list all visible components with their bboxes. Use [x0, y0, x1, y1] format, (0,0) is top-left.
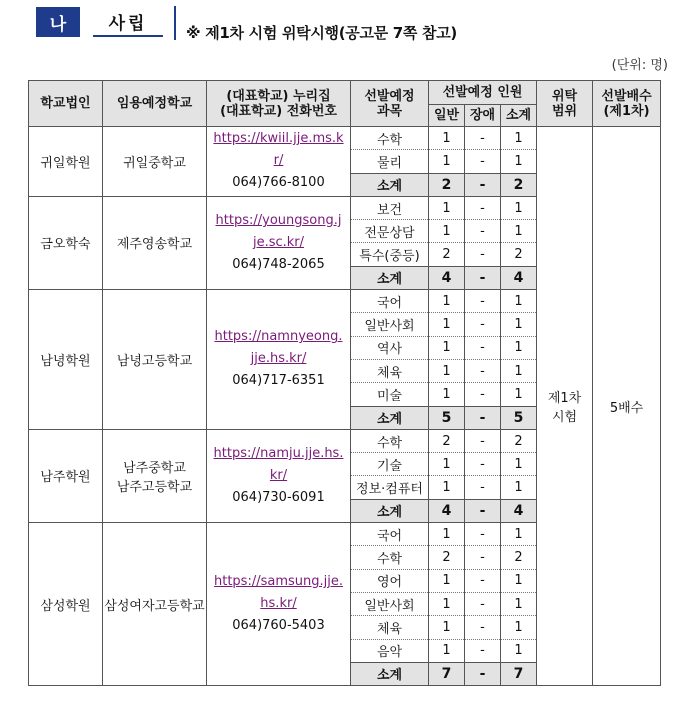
table-body — [29, 127, 661, 686]
school-website-link[interactable]: https://kwiil.jje.ms.k — [213, 131, 344, 147]
cell-general: 1 — [429, 313, 465, 336]
section-divider — [174, 6, 176, 40]
cell-general: 2 — [429, 546, 465, 569]
cell-subject: 미술 — [351, 383, 429, 406]
cell-disabled: - — [465, 383, 501, 406]
cell-general: 1 — [429, 150, 465, 173]
cell-general: 7 — [429, 662, 465, 685]
header-general: 일반 — [429, 105, 465, 127]
cell-subtotal: 1 — [501, 313, 537, 336]
cell-subtotal: 2 — [501, 243, 537, 266]
cell-general: 1 — [429, 290, 465, 313]
cell-subtotal: 1 — [501, 616, 537, 639]
cell-subject: 수학 — [351, 127, 429, 150]
cell-subtotal: 1 — [501, 150, 537, 173]
cell-disabled: - — [465, 616, 501, 639]
section-note: ※ 제1차 시험 위탁시행(공고문 7쪽 참고) — [186, 24, 457, 42]
school-website-link[interactable]: https://samsung.jje. — [214, 574, 343, 590]
cell-general: 1 — [429, 523, 465, 546]
cell-general: 4 — [429, 499, 465, 522]
cell-disabled: - — [465, 499, 501, 522]
cell-subject: 국어 — [351, 523, 429, 546]
cell-corp: 금오학숙 — [29, 196, 103, 289]
cell-subject: 물리 — [351, 150, 429, 173]
cell-disabled: - — [465, 313, 501, 336]
school-website-link[interactable]: kr/ — [269, 467, 288, 483]
cell-subtotal: 1 — [501, 383, 537, 406]
cell-disabled: - — [465, 523, 501, 546]
cell-subject: 소계 — [351, 499, 429, 522]
cell-general: 1 — [429, 336, 465, 359]
cell-disabled: - — [465, 127, 501, 150]
cell-disabled: - — [465, 476, 501, 499]
cell-general: 5 — [429, 406, 465, 429]
cell-subtotal: 1 — [501, 569, 537, 592]
cell-school: 남주중학교 남주고등학교 — [103, 429, 207, 522]
cell-disabled: - — [465, 546, 501, 569]
header-scope: 위탁 범위 — [537, 81, 593, 127]
cell-general: 2 — [429, 429, 465, 452]
cell-subtotal: 4 — [501, 266, 537, 289]
school-phone: 064)730-6091 — [232, 489, 325, 505]
cell-subtotal: 5 — [501, 406, 537, 429]
header-school: 임용예정학교 — [103, 81, 207, 127]
cell-subject: 소계 — [351, 266, 429, 289]
cell-corp: 남주학원 — [29, 429, 103, 522]
cell-disabled: - — [465, 336, 501, 359]
section-header — [0, 0, 686, 48]
school-phone: 064)717-6351 — [232, 373, 325, 389]
header-count: 선발예정 인원 — [429, 81, 537, 105]
cell-subject: 수학 — [351, 546, 429, 569]
header-corp: 학교법인 — [29, 81, 103, 127]
cell-corp: 귀일학원 — [29, 127, 103, 197]
section-badge: 나 — [36, 7, 80, 37]
cell-subject: 보건 — [351, 196, 429, 219]
cell-subtotal: 1 — [501, 453, 537, 476]
cell-subject: 전문상담 — [351, 220, 429, 243]
cell-subtotal: 1 — [501, 592, 537, 615]
cell-school: 삼성여자고등학교 — [103, 523, 207, 686]
cell-ratio: 5배수 — [593, 127, 661, 686]
header-site: (대표학교) 누리집 (대표학교) 전화번호 — [207, 81, 351, 127]
selection-table — [28, 80, 661, 686]
cell-disabled: - — [465, 150, 501, 173]
cell-corp: 삼성학원 — [29, 523, 103, 686]
cell-general: 1 — [429, 639, 465, 662]
cell-general: 1 — [429, 383, 465, 406]
cell-site — [207, 429, 351, 522]
cell-subtotal: 1 — [501, 336, 537, 359]
cell-subject: 역사 — [351, 336, 429, 359]
cell-disabled: - — [465, 290, 501, 313]
cell-general: 2 — [429, 243, 465, 266]
cell-subtotal: 4 — [501, 499, 537, 522]
cell-general: 1 — [429, 616, 465, 639]
cell-disabled: - — [465, 662, 501, 685]
cell-subject: 기술 — [351, 453, 429, 476]
cell-subject: 정보·컴퓨터 — [351, 476, 429, 499]
cell-disabled: - — [465, 592, 501, 615]
school-website-link[interactable]: https://youngsong.j — [215, 212, 342, 228]
cell-subtotal: 7 — [501, 662, 537, 685]
cell-subtotal: 2 — [501, 173, 537, 196]
cell-school: 제주영송학교 — [103, 196, 207, 289]
cell-disabled: - — [465, 359, 501, 382]
school-website-link[interactable]: https://namju.jje.hs. — [213, 445, 344, 461]
cell-general: 1 — [429, 359, 465, 382]
cell-subject: 소계 — [351, 406, 429, 429]
school-phone: 064)766-8100 — [232, 175, 325, 191]
cell-general: 1 — [429, 196, 465, 219]
cell-general: 1 — [429, 569, 465, 592]
cell-subject: 일반사회 — [351, 592, 429, 615]
cell-general: 1 — [429, 453, 465, 476]
cell-general: 1 — [429, 476, 465, 499]
cell-disabled: - — [465, 243, 501, 266]
header-ratio: 선발배수 (제1차) — [593, 81, 661, 127]
cell-corp: 남녕학원 — [29, 290, 103, 430]
cell-disabled: - — [465, 196, 501, 219]
cell-disabled: - — [465, 429, 501, 452]
unit-label: (단위: 명) — [611, 58, 668, 73]
cell-subject: 소계 — [351, 662, 429, 685]
cell-subtotal: 1 — [501, 220, 537, 243]
school-website-link[interactable]: https://namnyeong. — [214, 329, 343, 345]
header-subtotal: 소계 — [501, 105, 537, 127]
cell-site — [207, 290, 351, 430]
header-disabled: 장애 — [465, 105, 501, 127]
cell-subject: 체육 — [351, 359, 429, 382]
cell-disabled: - — [465, 453, 501, 476]
cell-subtotal: 1 — [501, 639, 537, 662]
cell-subject: 체육 — [351, 616, 429, 639]
cell-disabled: - — [465, 569, 501, 592]
cell-subtotal: 2 — [501, 429, 537, 452]
school-website-link[interactable]: je.sc.kr/ — [252, 234, 305, 250]
cell-general: 2 — [429, 173, 465, 196]
school-website-link[interactable]: hs.kr/ — [260, 596, 297, 612]
cell-subtotal: 1 — [501, 476, 537, 499]
cell-subtotal: 1 — [501, 127, 537, 150]
cell-general: 4 — [429, 266, 465, 289]
cell-site — [207, 127, 351, 197]
cell-site — [207, 523, 351, 686]
cell-disabled: - — [465, 639, 501, 662]
cell-subject: 국어 — [351, 290, 429, 313]
cell-subtotal: 1 — [501, 290, 537, 313]
section-label: 사립 — [93, 7, 163, 37]
school-phone: 064)760-5403 — [232, 618, 325, 634]
cell-subtotal: 1 — [501, 359, 537, 382]
cell-disabled: - — [465, 266, 501, 289]
cell-subtotal: 1 — [501, 196, 537, 219]
cell-school: 남녕고등학교 — [103, 290, 207, 430]
cell-subject: 특수(중등) — [351, 243, 429, 266]
school-website-link[interactable]: r/ — [273, 153, 284, 169]
cell-general: 1 — [429, 220, 465, 243]
cell-disabled: - — [465, 406, 501, 429]
school-phone: 064)748-2065 — [232, 256, 325, 272]
school-website-link[interactable]: jje.hs.kr/ — [250, 351, 307, 367]
cell-subject: 일반사회 — [351, 313, 429, 336]
cell-subject: 음악 — [351, 639, 429, 662]
table-row — [29, 127, 661, 150]
cell-subject: 소계 — [351, 173, 429, 196]
cell-subject: 영어 — [351, 569, 429, 592]
cell-subject: 수학 — [351, 429, 429, 452]
cell-disabled: - — [465, 220, 501, 243]
cell-general: 1 — [429, 127, 465, 150]
cell-school: 귀일중학교 — [103, 127, 207, 197]
cell-disabled: - — [465, 173, 501, 196]
cell-site — [207, 196, 351, 289]
cell-subtotal: 1 — [501, 523, 537, 546]
cell-scope: 제1차 시험 — [537, 127, 593, 686]
cell-general: 1 — [429, 592, 465, 615]
header-subject: 선발예정 과목 — [351, 81, 429, 127]
cell-subtotal: 2 — [501, 546, 537, 569]
